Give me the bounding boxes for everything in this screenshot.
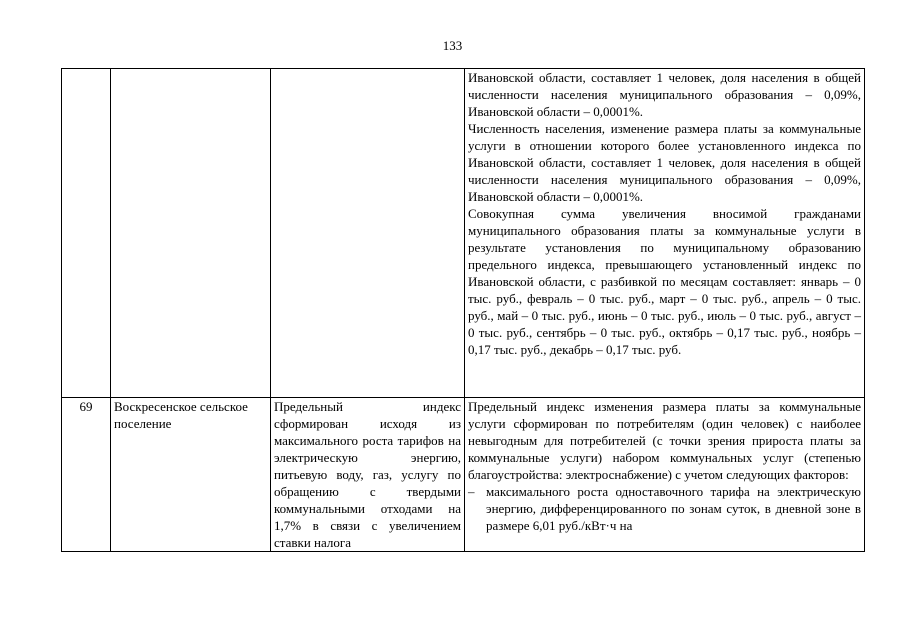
row-number-cell (62, 69, 111, 398)
detail-paragraph: Совокупная сумма увеличения вносимой гражданами муниципального образования платы за коммунальные услуги в результате установления по муниципальному образованию предельного индекса, превышающего установленный индекс по Ивановской области, с разбивкой по месяцам составляет: январь – 0 тыс. руб., февраль – 0 тыс. руб., март – 0 тыс. руб., апрель – 0 тыс. руб., май – 0 тыс. руб., июнь – 0 тыс. руб., июль – 0 тыс. руб., август – 0 тыс. руб., сентябрь – 0 тыс. руб., октябрь – 0,17 тыс. руб., ноябрь – 0,17 тыс. руб., декабрь – 0,17 тыс. руб. (468, 206, 861, 357)
detail-cell (465, 69, 865, 398)
description-cell (271, 69, 465, 398)
detail-intro: Предельный индекс изменения размера платы за коммунальные услуги сформирован по потребителям (один человек) с наиболее невыгодным для потребителей (с точки зрения прироста платы за коммунальные услуги) набором коммунальных услуг (степенью благоустройства: электроснабжение) с учетом следующих факторов: (468, 399, 861, 482)
factor-text: максимального роста одноставочного тарифа на электрическую энергию, дифференцированного по зонам суток, в дневной зоне в размере 6,01 руб./кВт·ч на (486, 484, 861, 533)
detail-paragraph: Численность населения, изменение размера платы за коммунальные услуги в отношении которого более установленного индекса по Ивановской области, составляет 1 человек, доля населения в общей численности населения муниципального образования – 0,09%, Ивановской области – 0,0001%. (468, 121, 861, 204)
detail-paragraph: Ивановской области, составляет 1 человек, доля населения в общей численности населения муниципального образования – 0,09%, Ивановской области – 0,0001%. (468, 70, 861, 119)
description-cell: Предельный индекс сформирован исходя из максимального роста тарифов на электрическую энергию, питьевую воду, газ, услугу по обращению с твердыми коммунальными отходами на 1,7% в связи с увеличением ставки налога (271, 398, 465, 552)
row-number-cell: 69 (62, 398, 111, 552)
detail-cell (465, 398, 865, 552)
municipal-index-table (61, 68, 865, 552)
table-row (62, 69, 865, 398)
bullet-dash: – (468, 484, 475, 499)
municipality-cell: Воскресенское сельское поселение (111, 398, 271, 552)
factor-list-item (468, 483, 861, 534)
municipality-cell (111, 69, 271, 398)
table-row (62, 398, 865, 552)
page-number: 133 (442, 38, 463, 53)
